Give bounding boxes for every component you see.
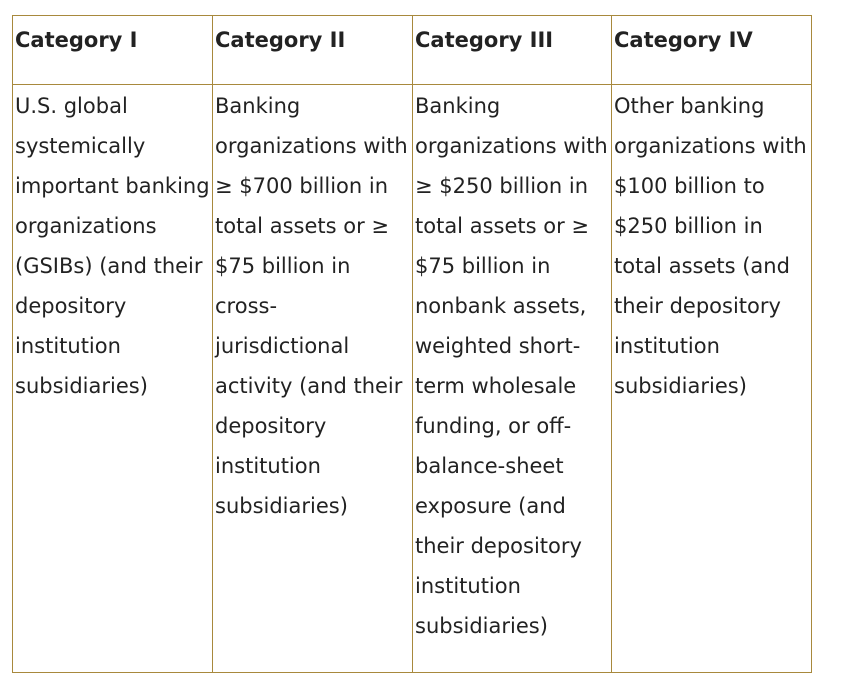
cell-category-ii-description: Banking organizations with ≥ $700 billion in total assets or ≥ $75 billion in cross-jurisdictional activity (and their depository institution subsidiaries) [213,85,413,673]
cell-category-iv-description: Other banking organizations with $100 billion to $250 billion in total assets (and their depository institution subsidiaries) [612,85,812,673]
cell-category-i-description: U.S. global systemically important banking organizations (GSIBs) (and their depository institution subsidiaries) [13,85,213,673]
header-category-iv: Category IV [612,16,812,85]
header-category-iii: Category III [413,16,612,85]
header-category-ii: Category II [213,16,413,85]
header-category-i: Category I [13,16,213,85]
category-table [12,15,812,673]
cell-category-iii-description: Banking organizations with ≥ $250 billion in total assets or ≥ $75 billion in nonbank assets, weighted short-term wholesale funding, or off-balance-sheet exposure (and their depository institution subsidiaries) [413,85,612,673]
table-row [13,85,812,673]
header-row [13,16,812,85]
